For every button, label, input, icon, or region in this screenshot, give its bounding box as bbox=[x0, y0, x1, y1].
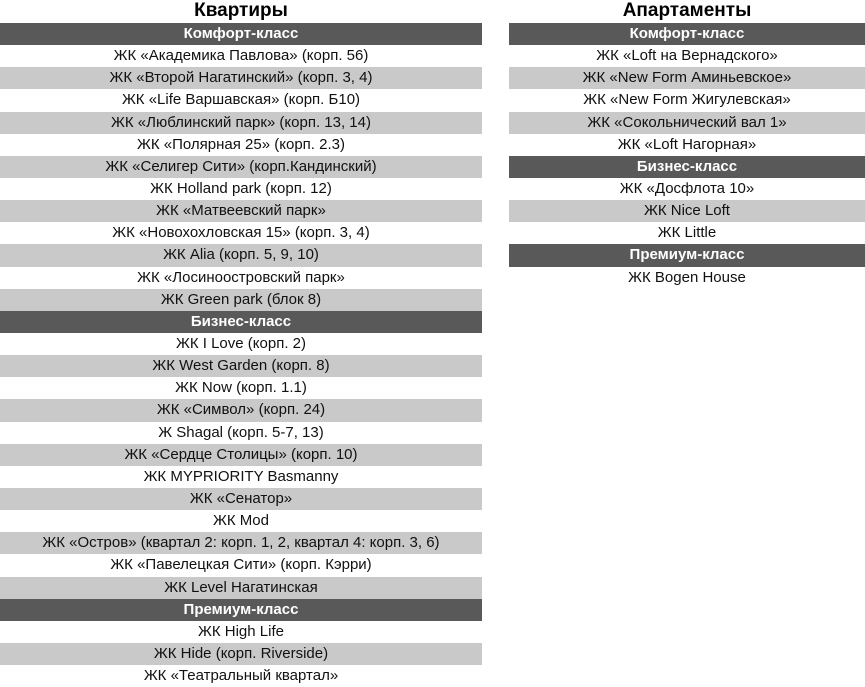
list-item: Ж Shagal (корп. 5-7, 13) bbox=[0, 422, 482, 444]
list-item: ЖК «Полярная 25» (корп. 2.3) bbox=[0, 134, 482, 156]
list-item: ЖК «Сердце Столицы» (корп. 10) bbox=[0, 444, 482, 466]
list-item: ЖК «Сокольнический вал 1» bbox=[509, 112, 865, 134]
section-header: Бизнес-класс bbox=[0, 311, 482, 333]
section-header: Премиум-класс bbox=[0, 599, 482, 621]
list-item: ЖК «Театральный квартал» bbox=[0, 665, 482, 687]
list-item: ЖК «Life Варшавская» (корп. Б10) bbox=[0, 89, 482, 111]
section-header: Премиум-класс bbox=[509, 244, 865, 266]
list-item: ЖК Green park (блок 8) bbox=[0, 289, 482, 311]
list-item: ЖК «Новохохловская 15» (корп. 3, 4) bbox=[0, 222, 482, 244]
column-title: Квартиры bbox=[194, 0, 288, 21]
section-header: Бизнес-класс bbox=[509, 156, 865, 178]
list-item: ЖК Alia (корп. 5, 9, 10) bbox=[0, 244, 482, 266]
column-title: Апартаменты bbox=[622, 0, 752, 21]
list-item: ЖК «Остров» (квартал 2: корп. 1, 2, квартал 4: корп. 3, 6) bbox=[0, 532, 482, 554]
list-item: ЖК High Life bbox=[0, 621, 482, 643]
list-item: ЖК «Академика Павлова» (корп. 56) bbox=[0, 45, 482, 67]
list-item: ЖК «Павелецкая Сити» (корп. Кэрри) bbox=[0, 554, 482, 576]
list-item: ЖК «New Form Аминьевское» bbox=[509, 67, 865, 89]
list-item: ЖК Nice Loft bbox=[509, 200, 865, 222]
column-aparts bbox=[509, 0, 865, 289]
list-item: ЖК Now (корп. 1.1) bbox=[0, 377, 482, 399]
list-item: ЖК «Loft Нагорная» bbox=[509, 134, 865, 156]
list-item: ЖК West Garden (корп. 8) bbox=[0, 355, 482, 377]
list-item: ЖК I Love (корп. 2) bbox=[0, 333, 482, 355]
list-item: ЖК «Сенатор» bbox=[0, 488, 482, 510]
list-item: ЖК Mod bbox=[0, 510, 482, 532]
list-item: ЖК Level Нагатинская bbox=[0, 577, 482, 599]
section-header: Комфорт-класс bbox=[0, 23, 482, 45]
list-item: ЖК «Досфлота 10» bbox=[509, 178, 865, 200]
list-item: ЖК «Лосиноостровский парк» bbox=[0, 267, 482, 289]
list-item: ЖК «Loft на Вернадского» bbox=[509, 45, 865, 67]
list-item: ЖК MYPRIORITY Basmanny bbox=[0, 466, 482, 488]
list-item: ЖК Little bbox=[509, 222, 865, 244]
list-item: ЖК «Селигер Сити» (корп.Кандинский) bbox=[0, 156, 482, 178]
list-item: ЖК Hide (корп. Riverside) bbox=[0, 643, 482, 665]
column-rows bbox=[0, 23, 482, 687]
list-item: ЖК «New Form Жигулевская» bbox=[509, 89, 865, 111]
list-item: ЖК Bogen House bbox=[509, 267, 865, 289]
list-item: ЖК «Символ» (корп. 24) bbox=[0, 399, 482, 421]
list-item: ЖК «Люблинский парк» (корп. 13, 14) bbox=[0, 112, 482, 134]
list-item: ЖК «Матвеевский парк» bbox=[0, 200, 482, 222]
list-item: ЖК Holland park (корп. 12) bbox=[0, 178, 482, 200]
section-header: Комфорт-класс bbox=[509, 23, 865, 45]
list-item: ЖК «Второй Нагатинский» (корп. 3, 4) bbox=[0, 67, 482, 89]
column-rows bbox=[509, 23, 865, 289]
